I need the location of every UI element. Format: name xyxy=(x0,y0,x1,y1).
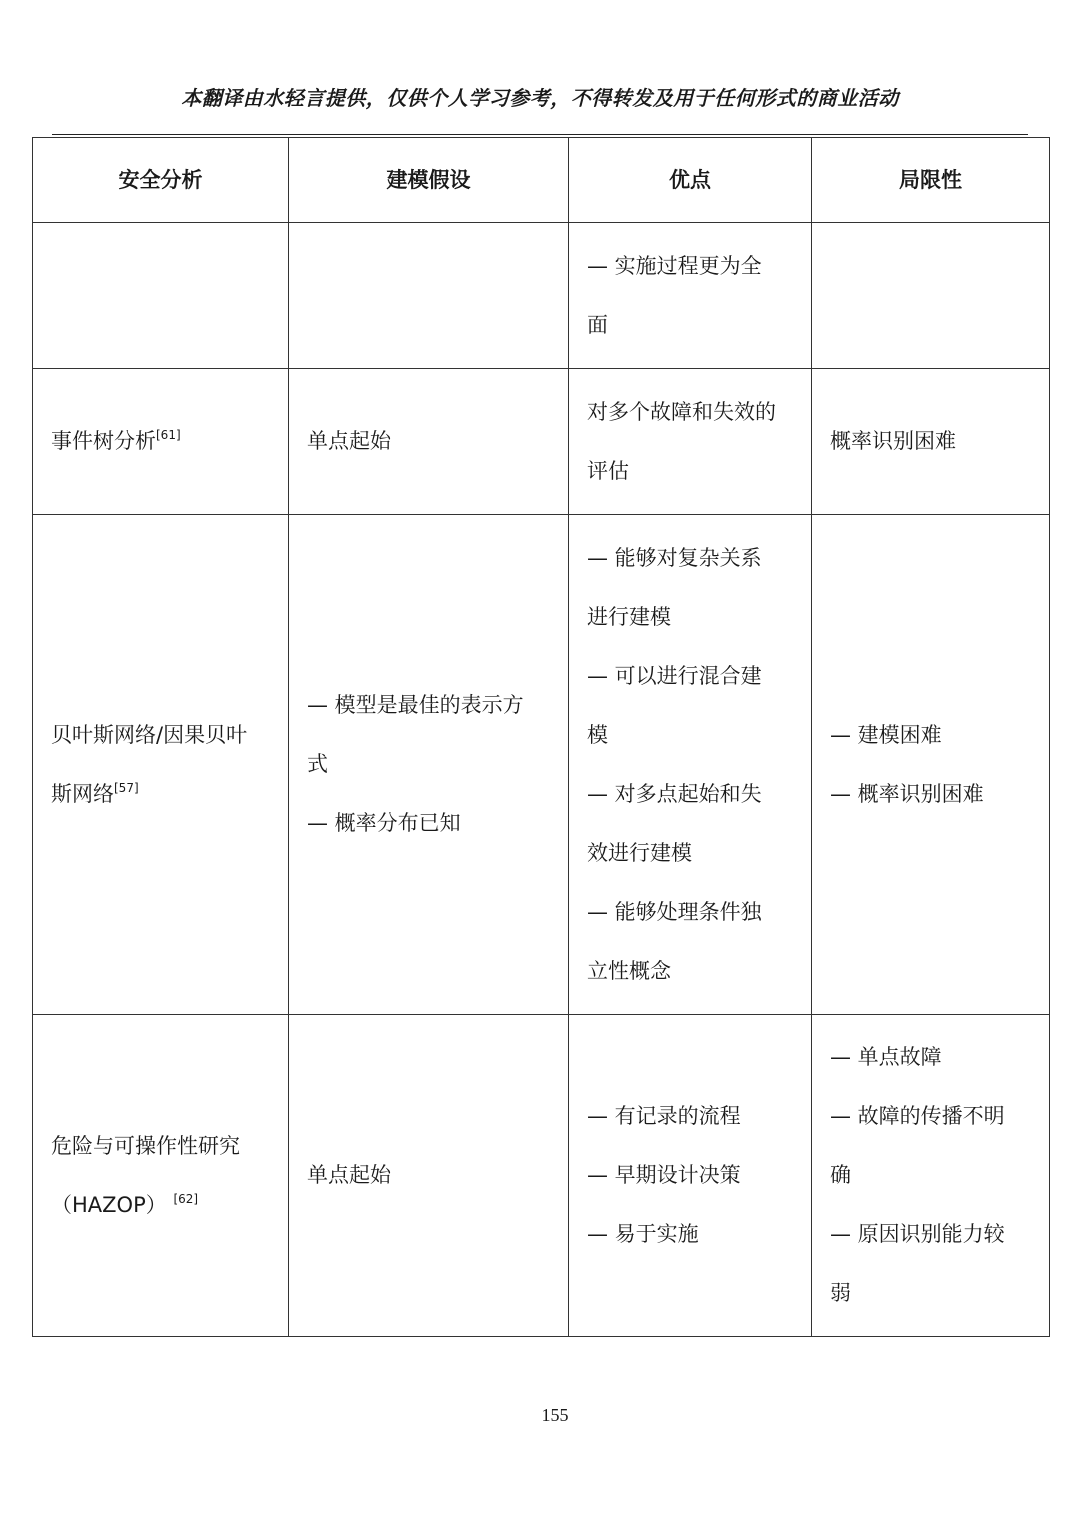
advantage-line: 模 xyxy=(587,722,608,747)
table-row xyxy=(33,369,1050,515)
advantage-line: — 可以进行混合建 xyxy=(587,663,762,688)
advantage-line: — 有记录的流程 xyxy=(587,1104,741,1128)
analysis-name-cont-text: 斯网络 xyxy=(51,781,114,806)
citation-ref: [57] xyxy=(114,780,139,795)
cell-analysis xyxy=(33,1015,289,1337)
cell-analysis xyxy=(33,515,289,1015)
analysis-name-cont xyxy=(51,765,270,824)
cell-analysis xyxy=(33,223,289,369)
cell-advantages xyxy=(569,515,812,1015)
table-row xyxy=(33,515,1050,1015)
cell-assumptions xyxy=(289,1015,569,1337)
cell-assumptions xyxy=(289,515,569,1015)
cell-advantages xyxy=(569,1015,812,1337)
cell-limitations xyxy=(812,1015,1050,1337)
limitation-line: — 故障的传播不明 xyxy=(830,1104,1005,1128)
analysis-name: 贝叶斯网络/因果贝叶 xyxy=(51,722,248,747)
assumption-line: — 模型是最佳的表示方 xyxy=(307,693,524,717)
limitation-line: 弱 xyxy=(830,1281,851,1305)
cell-assumptions xyxy=(289,223,569,369)
cell-advantages xyxy=(569,223,812,369)
assumption-line: 式 xyxy=(307,752,328,776)
analysis-name-cont xyxy=(51,1176,270,1235)
table-row xyxy=(33,223,1050,369)
advantage-line: — 能够对复杂关系 xyxy=(587,545,762,570)
cell-assumptions xyxy=(289,369,569,515)
header-modeling-assumptions: 建模假设 xyxy=(289,138,569,223)
advantage-line: 立性概念 xyxy=(587,958,671,983)
advantage-line: 对多个故障和失效的 xyxy=(587,399,776,424)
advantage-line: 效进行建模 xyxy=(587,840,692,865)
assumption-line: 单点起始 xyxy=(307,429,391,453)
cell-limitations xyxy=(812,515,1050,1015)
advantage-line: — 易于实施 xyxy=(587,1222,699,1246)
analysis-name: 事件树分析 xyxy=(51,429,156,453)
header-limitations: 局限性 xyxy=(812,138,1050,223)
limitation-line: 确 xyxy=(830,1163,851,1187)
header-safety-analysis: 安全分析 xyxy=(33,138,289,223)
advantage-line: — 实施过程更为全 xyxy=(587,253,762,278)
cell-advantages xyxy=(569,369,812,515)
citation-ref: [62] xyxy=(173,1191,199,1206)
assumption-line: 单点起始 xyxy=(307,1163,391,1187)
advantage-line: 面 xyxy=(587,312,608,337)
table-row xyxy=(33,1015,1050,1337)
analysis-name: 危险与可操作性研究 xyxy=(51,1133,240,1158)
advantage-line: 进行建模 xyxy=(587,604,671,629)
cell-limitations xyxy=(812,223,1050,369)
header-advantages: 优点 xyxy=(569,138,812,223)
limitation-line: — 建模困难 xyxy=(830,722,942,747)
citation-ref: [61] xyxy=(156,428,181,442)
advantage-line: 评估 xyxy=(587,458,629,483)
page-number: 155 xyxy=(541,1405,569,1425)
limitation-line: — 概率识别困难 xyxy=(830,781,984,806)
advantage-line: — 对多点起始和失 xyxy=(587,781,762,806)
advantage-line: — 能够处理条件独 xyxy=(587,899,762,924)
table-header-row xyxy=(33,138,1050,223)
analysis-name-cont-text: （HAZOP） xyxy=(51,1192,167,1217)
assumption-line: — 概率分布已知 xyxy=(307,811,461,835)
limitation-line: 概率识别困难 xyxy=(830,429,956,453)
comparison-table xyxy=(32,137,1050,1337)
limitation-line: — 单点故障 xyxy=(830,1045,942,1069)
header-rule xyxy=(52,134,1028,135)
cell-analysis xyxy=(33,369,289,515)
header-note: 本翻译由水轻言提供，仅供个人学习参考，不得转发及用于任何形式的商业活动 xyxy=(181,86,899,110)
cell-limitations xyxy=(812,369,1050,515)
limitation-line: — 原因识别能力较 xyxy=(830,1222,1005,1246)
advantage-line: — 早期设计决策 xyxy=(587,1163,741,1187)
